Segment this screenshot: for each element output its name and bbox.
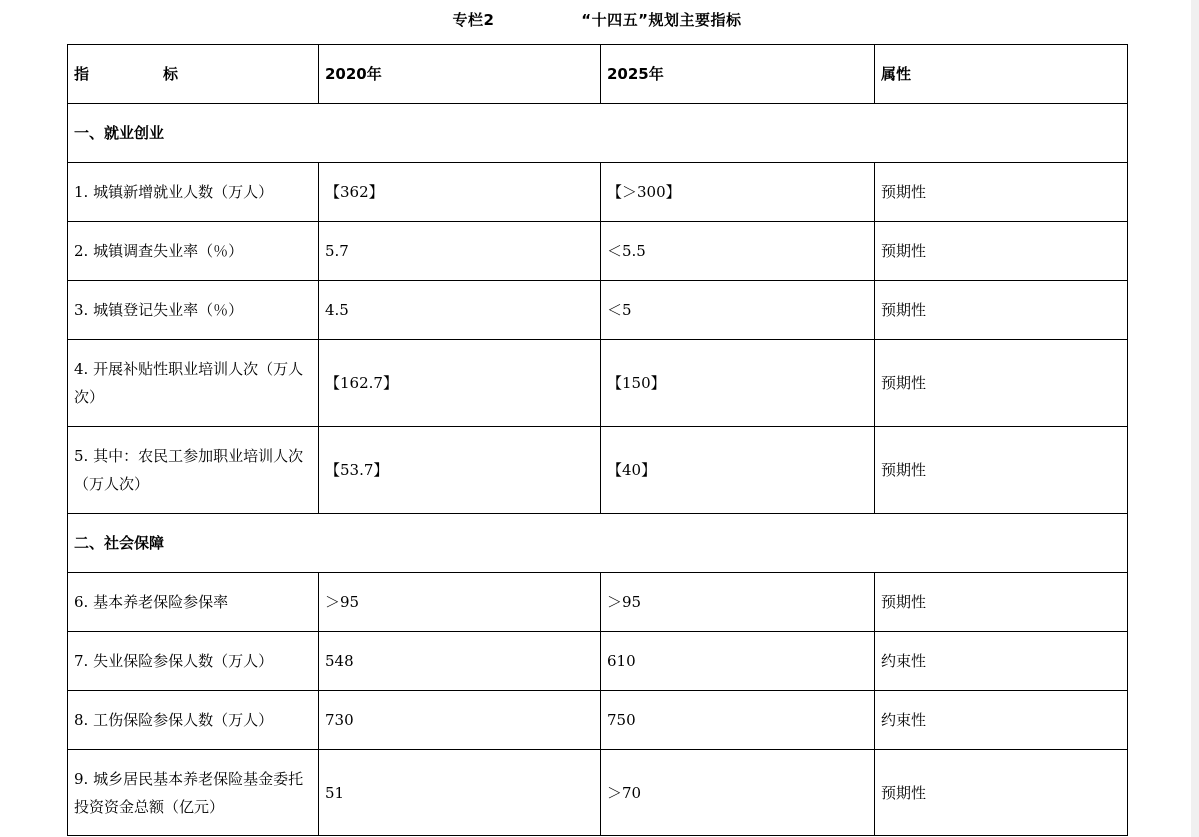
indicator-attribute: 约束性 <box>875 691 1128 750</box>
indicator-name: 4. 开展补贴性职业培训人次（万人次） <box>68 340 319 427</box>
indicator-attribute: 预期性 <box>875 340 1128 427</box>
value-2025: ＜5 <box>601 281 875 340</box>
value-2025: 【150】 <box>601 340 875 427</box>
table-row <box>68 222 1128 281</box>
section-row <box>68 104 1128 163</box>
header-attribute: 属性 <box>875 45 1128 104</box>
section-row <box>68 514 1128 573</box>
indicators-table <box>67 44 1128 836</box>
header-indicator: 指 标 <box>68 45 319 104</box>
table-row <box>68 340 1128 427</box>
value-2020: 730 <box>319 691 601 750</box>
value-2020: 【53.7】 <box>319 427 601 514</box>
header-year-2025: 2025年 <box>601 45 875 104</box>
indicator-attribute: 预期性 <box>875 750 1128 836</box>
indicator-name: 1. 城镇新增就业人数（万人） <box>68 163 319 222</box>
value-2020: 【162.7】 <box>319 340 601 427</box>
indicator-name: 2. 城镇调查失业率（％） <box>68 222 319 281</box>
value-2025: 610 <box>601 632 875 691</box>
section-title-social-security: 二、社会保障 <box>68 514 1128 573</box>
indicator-attribute: 预期性 <box>875 222 1128 281</box>
indicator-name: 6. 基本养老保险参保率 <box>68 573 319 632</box>
table-row <box>68 281 1128 340</box>
value-2020: 【362】 <box>319 163 601 222</box>
value-2025: 【＞300】 <box>601 163 875 222</box>
table-row <box>68 691 1128 750</box>
indicator-name: 3. 城镇登记失业率（％） <box>68 281 319 340</box>
indicator-attribute: 预期性 <box>875 281 1128 340</box>
table-row <box>68 750 1128 836</box>
table-header-row <box>68 45 1128 104</box>
value-2025: 750 <box>601 691 875 750</box>
value-2020: ＞95 <box>319 573 601 632</box>
indicator-name: 5. 其中：农民工参加职业培训人次（万人次） <box>68 427 319 514</box>
indicator-attribute: 预期性 <box>875 427 1128 514</box>
indicator-name: 9. 城乡居民基本养老保险基金委托投资资金总额（亿元） <box>68 750 319 836</box>
indicator-attribute: 预期性 <box>875 163 1128 222</box>
value-2020: 51 <box>319 750 601 836</box>
indicator-name: 7. 失业保险参保人数（万人） <box>68 632 319 691</box>
table-row <box>68 163 1128 222</box>
header-year-2020: 2020年 <box>319 45 601 104</box>
indicator-attribute: 预期性 <box>875 573 1128 632</box>
indicator-attribute: 约束性 <box>875 632 1128 691</box>
value-2025: ＞70 <box>601 750 875 836</box>
page-scrollbar-gutter <box>1191 0 1199 837</box>
table-row <box>68 573 1128 632</box>
indicator-name: 8. 工伤保险参保人数（万人） <box>68 691 319 750</box>
value-2025: ＞95 <box>601 573 875 632</box>
table-row <box>68 632 1128 691</box>
page-title: 专栏2 “十四五”规划主要指标 <box>452 11 742 29</box>
value-2020: 4.5 <box>319 281 601 340</box>
value-2025: 【40】 <box>601 427 875 514</box>
value-2020: 5.7 <box>319 222 601 281</box>
value-2020: 548 <box>319 632 601 691</box>
section-title-employment: 一、就业创业 <box>68 104 1128 163</box>
table-row <box>68 427 1128 514</box>
value-2025: ＜5.5 <box>601 222 875 281</box>
